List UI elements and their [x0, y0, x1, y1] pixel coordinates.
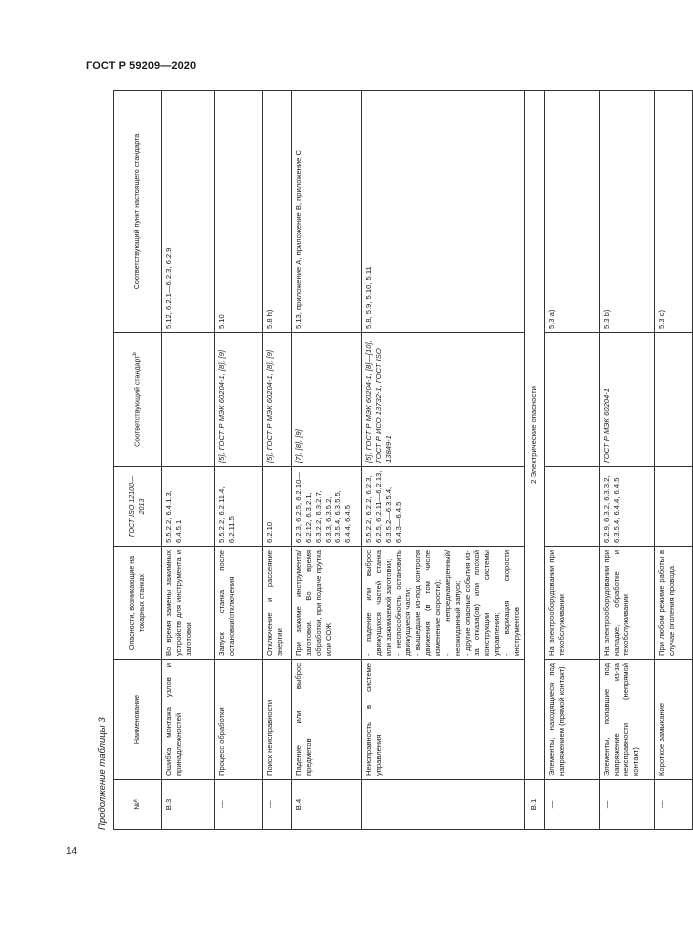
cell-num [362, 780, 525, 830]
cell-clause: 5.13, приложение А, приложение В, приложение С [292, 91, 362, 333]
section-title: 2 Электрические опасности [524, 91, 544, 780]
cell-hazard: Отключение и рассеяние энергии [263, 547, 292, 660]
table-row [215, 91, 263, 830]
hazard-list-item: - неспособность остановить движущиеся части; [393, 550, 413, 656]
cell-clause: 5.3 a) [544, 91, 599, 333]
cell-hazard: На электрооборудовании при наладке, обработке и техобслуживании [599, 547, 654, 660]
cell-num: — [654, 780, 692, 830]
hazards-table [113, 90, 693, 830]
cell-num: — [544, 780, 599, 830]
cell-num: — [215, 780, 263, 830]
col-header-standard-sup: b [132, 352, 139, 356]
cell-standard [162, 333, 215, 467]
hazard-list-item: - другие опасные события из-за отказа(ов) или плохой конструкции системы управления; [462, 550, 502, 656]
table-row [654, 91, 692, 830]
cell-standard: [5], ГОСТ Р МЭК 60204-1, [8], [9] [263, 333, 292, 467]
cell-iso: 5.5.2.2, 6.2.2, 6.2.3, 6.2.5, 6.2.11—6.2.13, 6.3.5.2—6.3.5.4, 6.4.3—6.4.5 [362, 467, 525, 547]
table-header-row [114, 91, 162, 830]
col-header-standard [114, 333, 162, 467]
table-row [263, 91, 292, 830]
cell-clause: 5.8 h) [263, 91, 292, 333]
cell-num: — [263, 780, 292, 830]
cell-standard: [5], ГОСТ Р МЭК 60204-1, [8], [9] [215, 333, 263, 467]
cell-name: Короткое замыкание [654, 660, 692, 780]
col-header-name: Наименование [114, 660, 162, 780]
col-header-clause: Соответствующий пункт настоящего стандарта [114, 91, 162, 333]
cell-name: Неисправность в системе управления [362, 660, 525, 780]
section-row [524, 91, 544, 830]
cell-iso: 6.2.10 [263, 467, 292, 547]
table-row [599, 91, 654, 830]
cell-clause: 5.8, 5.9, 5.10, 5.11 [362, 91, 525, 333]
cell-hazard: На электрооборудовании при техобслуживании [544, 547, 599, 660]
cell-clause: 5.10 [215, 91, 263, 333]
section-num: В.1 [524, 780, 544, 830]
table-row [362, 91, 525, 830]
cell-iso: 5.5.2.2, 6.4.1.3, 6.4.5.1 [162, 467, 215, 547]
document-title: ГОСТ Р 59209—2020 [86, 60, 197, 72]
cell-iso [544, 467, 599, 547]
hazard-list-item: - падение или выброс движущихся частей станка или зажимаемой заготовки; [364, 550, 393, 656]
col-header-num: №ª [114, 780, 162, 830]
table-row [544, 91, 599, 830]
table-caption: Продолжение таблицы 3 [97, 717, 108, 830]
cell-clause: 5.3 c) [654, 91, 692, 333]
cell-hazard: При любом режиме работы в случае оголения провода [654, 547, 692, 660]
cell-name: Элементы, находящиеся под напряжением (прямой контакт) [544, 660, 599, 780]
cell-iso: 6.2.3, 6.2.5, 6.2.10—6.2.12, 6.3.2.1, 6.3.2.2, 6.3.2.7, 6.3.3, 6.3.5.2, 6.3.5.4, 6.3.5.5, 6.4.4, 6.4.5 [292, 467, 362, 547]
cell-standard: [7], [8], [9] [292, 333, 362, 467]
cell-num: В.3 [162, 780, 215, 830]
table-row [292, 91, 362, 830]
col-header-iso-text: ГОСТ ISO 12100—2013 [128, 475, 146, 538]
cell-hazard: При зажиме инструмента/заготовки. Во время обработки, при подаче прутка или СОЖ [292, 547, 362, 660]
cell-name: Процесс обработки [215, 660, 263, 780]
hazard-list-item: - вышедшие из-под контроля движения (в том числе изменение скорости); [413, 550, 443, 656]
cell-name: Падение или выброс предметов [292, 660, 362, 780]
cell-standard [654, 333, 692, 467]
cell-iso: 6.2.9, 6.3.2, 6.3.3.2, 6.3.5.4, 6.4.4, 6.4.5 [599, 467, 654, 547]
hazard-list-item: - непреднамеренный/неожиданный запуск; [442, 550, 462, 656]
cell-standard: [5], ГОСТ Р МЭК 60204-1, [8]—[10], ГОСТ Р ИСО 13732-1, ГОСТ ISO 13849-1 [362, 333, 525, 467]
cell-clause: 5.3 b) [599, 91, 654, 333]
cell-name: Поиск неисправности [263, 660, 292, 780]
cell-hazard: Запуск станка после остановки/отключения [215, 547, 263, 660]
cell-name: Ошибка монтажа узлов и принадлежностей [162, 660, 215, 780]
cell-num: В.4 [292, 780, 362, 830]
cell-name: Элементы, попавшие под напряжение из-за неисправности (непрямой контакт) [599, 660, 654, 780]
cell-hazard: Во время замены зажимных устройств для инструмента и заготовки [162, 547, 215, 660]
cell-num: — [599, 780, 654, 830]
cell-standard: ГОСТ Р МЭК 60204-1 [599, 333, 654, 467]
cell-standard [544, 333, 599, 467]
col-header-standard-text: Соответствующий стандарт [133, 355, 142, 447]
cell-hazard [362, 547, 525, 660]
rotated-table-container [94, 91, 676, 830]
page-number: 14 [66, 846, 78, 857]
col-header-iso [114, 467, 162, 547]
cell-clause: 5.12, 6.2.1—6.2.3, 6.2.9 [162, 91, 215, 333]
col-header-hazard: Опасности, возникающие на токарных станках [114, 547, 162, 660]
cell-iso: 5.5.2.2, 6.2.11.4, 6.2.11.5 [215, 467, 263, 547]
table-row [162, 91, 215, 830]
cell-iso [654, 467, 692, 547]
hazard-list-item: - вариация скорости инструментов [502, 550, 521, 656]
